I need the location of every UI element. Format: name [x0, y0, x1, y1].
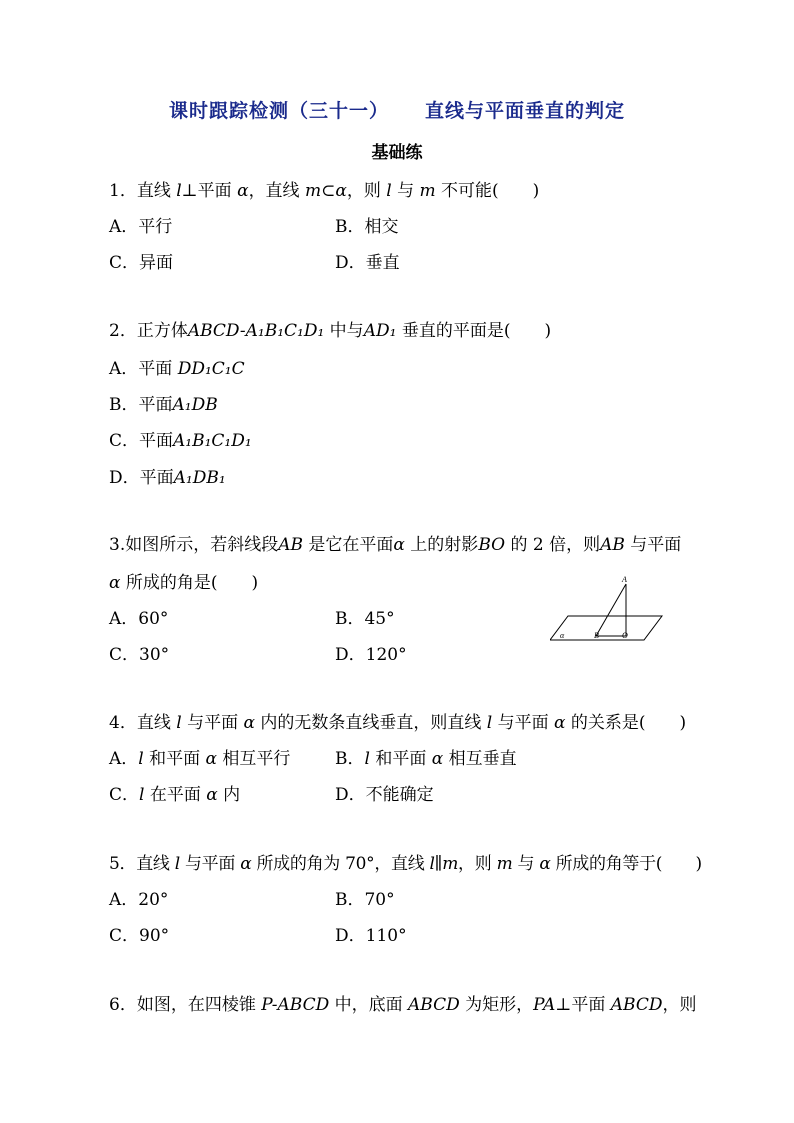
text-fragment: 3.如图所示，若斜线段: [109, 535, 279, 555]
q2-stem: [109, 316, 551, 341]
text-fragment: 上的射影: [404, 535, 479, 555]
q5-option-c[interactable]: C．90°: [109, 926, 170, 946]
label-b: B: [594, 631, 599, 640]
text-fragment: ABCD: [610, 995, 663, 1015]
text-fragment: 2．正方体: [109, 321, 188, 341]
q5-option-b[interactable]: B．70°: [335, 890, 395, 910]
text-fragment: 相互垂直: [443, 749, 517, 769]
q1-stem: [109, 176, 539, 201]
text-fragment: l: [386, 181, 392, 201]
page-title: [0, 96, 794, 123]
text-fragment: α: [335, 181, 347, 201]
text-fragment: 在平面: [144, 785, 207, 805]
q5-option-d[interactable]: D．110°: [335, 926, 407, 946]
text-fragment: 所成的角是( ): [120, 573, 259, 593]
text-fragment: 所成的角等于( ): [550, 854, 702, 874]
text-fragment: 和平面: [143, 749, 206, 769]
text-fragment: ⊥平面: [555, 995, 611, 1015]
text-fragment: 内: [217, 785, 241, 805]
text-fragment: ，则: [458, 854, 497, 874]
text-fragment: 所成的角为 70°，直线: [251, 854, 430, 874]
text-fragment: AD₁: [363, 321, 397, 341]
text-fragment: C．平面: [109, 431, 174, 451]
q3-figure: [550, 574, 670, 646]
text-fragment: 1．直线: [109, 181, 177, 201]
text-fragment: 是它在平面: [303, 535, 394, 555]
q3-option-c[interactable]: C．30°: [109, 645, 170, 665]
text-fragment: l: [486, 713, 493, 733]
text-fragment: 5．直线: [109, 854, 175, 874]
text-fragment: BO: [478, 535, 506, 555]
q4-option-a[interactable]: [109, 744, 290, 769]
label-alpha: α: [560, 631, 565, 640]
text-fragment: α: [237, 181, 249, 201]
text-fragment: α: [539, 854, 551, 874]
text-fragment: A₁DB: [172, 395, 218, 415]
text-fragment: α: [431, 749, 444, 769]
text-fragment: AB: [600, 535, 625, 555]
text-fragment: 的 2 倍，则: [505, 535, 601, 555]
q6-stem: [109, 990, 696, 1015]
text-fragment: α: [240, 854, 252, 874]
text-fragment: 中，底面: [329, 995, 409, 1015]
q4-option-d[interactable]: D．不能确定: [335, 785, 434, 805]
text-fragment: ，则: [662, 995, 697, 1015]
text-fragment: 和平面: [369, 749, 432, 769]
title-right: 直线与平面垂直的判定: [425, 100, 626, 122]
text-fragment: 不可能( ): [435, 181, 540, 201]
text-fragment: A₁DB₁: [173, 468, 226, 488]
q3-option-a[interactable]: A．60°: [109, 609, 169, 629]
q2-option-d[interactable]: [109, 463, 226, 488]
text-fragment: m: [304, 181, 322, 201]
q4-stem: [109, 708, 686, 733]
label-o: O: [622, 631, 628, 640]
text-fragment: 的关系是( ): [565, 713, 687, 733]
text-fragment: 4．直线: [109, 713, 177, 733]
text-fragment: ，则: [346, 181, 387, 201]
text-fragment: 与平面: [179, 854, 241, 874]
q3-option-d[interactable]: D．120°: [335, 645, 407, 665]
text-fragment: C．: [109, 785, 140, 805]
q5-option-a[interactable]: A．20°: [109, 890, 169, 910]
q4-option-c[interactable]: [109, 780, 240, 805]
text-fragment: m: [419, 181, 436, 201]
text-fragment: ⊂: [321, 181, 336, 201]
text-fragment: 6．如图，在四棱锥: [109, 995, 262, 1015]
q2-option-b[interactable]: [109, 390, 218, 415]
q3-option-b[interactable]: B．45°: [335, 609, 395, 629]
q1-option-c[interactable]: C．异面: [109, 253, 174, 273]
text-fragment: ⊥平面: [181, 181, 238, 201]
text-fragment: PA: [533, 995, 556, 1015]
q3-stem-line2: [109, 568, 258, 593]
text-fragment: 垂直的平面是( ): [396, 321, 552, 341]
text-fragment: P-ABCD: [261, 995, 330, 1015]
text-fragment: α: [554, 713, 566, 733]
q1-option-a[interactable]: A．平行: [109, 217, 173, 237]
text-fragment: AB: [278, 535, 304, 555]
text-fragment: m: [496, 854, 513, 874]
text-fragment: A．: [109, 749, 139, 769]
q5-stem: [109, 849, 702, 874]
text-fragment: α: [393, 535, 405, 555]
text-fragment: α: [206, 785, 218, 805]
text-fragment: l∥m: [429, 854, 459, 874]
text-fragment: DD₁C₁C: [177, 359, 245, 379]
text-fragment: 与: [391, 181, 420, 201]
label-a: A: [622, 575, 627, 584]
segment-ab: [596, 584, 626, 636]
text-fragment: 与: [512, 854, 540, 874]
text-fragment: D．平面: [109, 468, 174, 488]
text-fragment: 与平面: [181, 713, 244, 733]
q1-option-b[interactable]: B．相交: [335, 217, 399, 237]
text-fragment: 内的无数条直线垂直，则直线: [254, 713, 487, 733]
text-fragment: l: [176, 181, 182, 201]
text-fragment: A₁B₁C₁D₁: [173, 431, 252, 451]
text-fragment: l: [138, 749, 144, 769]
q2-option-c[interactable]: [109, 426, 252, 451]
text-fragment: α: [109, 573, 121, 593]
section-heading: 基础练: [371, 143, 423, 163]
text-fragment: l: [174, 854, 180, 874]
q4-option-b[interactable]: [335, 744, 517, 769]
text-fragment: l: [139, 785, 145, 805]
text-fragment: B．: [335, 749, 365, 769]
text-fragment: l: [176, 713, 182, 733]
text-fragment: B．平面: [109, 395, 173, 415]
text-fragment: l: [364, 749, 370, 769]
text-fragment: A．平面: [109, 359, 178, 379]
q3-stem-line1: [109, 530, 681, 555]
q1-option-d[interactable]: D．垂直: [335, 253, 400, 273]
q2-option-a[interactable]: [109, 354, 245, 379]
text-fragment: 中与: [324, 321, 364, 341]
text-fragment: α: [243, 713, 255, 733]
title-left: 课时跟踪检测（三十一）: [168, 100, 389, 122]
text-fragment: 相互平行: [217, 749, 291, 769]
text-fragment: 为矩形，: [459, 995, 534, 1015]
text-fragment: ，直线: [248, 181, 305, 201]
text-fragment: 与平面: [624, 535, 682, 555]
text-fragment: ABCD-A₁B₁C₁D₁: [187, 321, 325, 341]
text-fragment: ABCD: [408, 995, 460, 1015]
text-fragment: α: [205, 749, 218, 769]
text-fragment: 与平面: [492, 713, 555, 733]
